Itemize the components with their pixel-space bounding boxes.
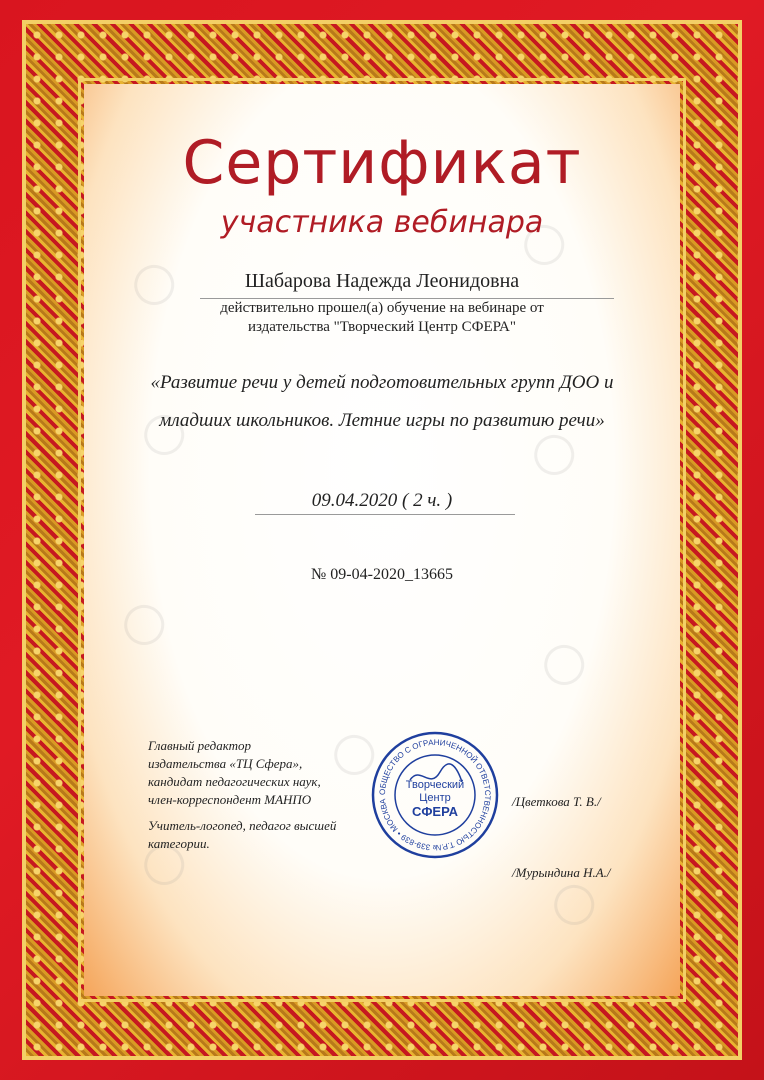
teacher-credentials xyxy=(148,817,336,853)
statement-line-1: действительно прошел(а) обучение на вебинаре от xyxy=(220,300,544,316)
teacher-line-1: Учитель-логопед, педагог высшей xyxy=(148,818,337,833)
watermark-logo xyxy=(537,636,595,692)
recipient-name: Шабарова Надежда Леонидовна xyxy=(244,270,520,292)
official-stamp xyxy=(370,730,500,860)
editor-credentials xyxy=(148,737,321,809)
editor-line-2: издательства «ТЦ Сфера», xyxy=(148,756,303,771)
certificate-subtitle: участника вебинара xyxy=(220,205,544,240)
course-title-line-2: младших школьников. Летние игры по развитию речи» xyxy=(159,410,605,431)
statement-line-2: издательства "Творческий Центр СФЕРА" xyxy=(247,319,516,335)
stamp-center-line-3: СФЕРА xyxy=(411,804,459,819)
certificate-title: Сертификат xyxy=(182,128,582,198)
watermark-logo xyxy=(547,876,605,932)
date-and-hours: 09.04.2020 ( 2 ч. ) xyxy=(311,490,453,511)
name-underline xyxy=(200,298,614,299)
date-underline xyxy=(255,514,515,515)
stamp-ring-text: ОБЩЕСТВО С ОГРАНИЧЕННОЙ ОТВЕТСТВЕННОСТЬЮ Т.Р.№ 339-839 • МОСКВА xyxy=(377,737,493,853)
watermark-logo xyxy=(527,426,585,482)
certificate-number: № 09-04-2020_13665 xyxy=(311,566,453,583)
stamp-center-line-1: Творческий xyxy=(405,779,465,791)
teacher-line-2: категории. xyxy=(148,836,210,851)
stamp-center-line-2: Центр xyxy=(419,792,451,804)
course-title-line-1: «Развитие речи у детей подготовительных групп ДОО и xyxy=(150,372,614,393)
teacher-signature: /Мурындина Н.А./ xyxy=(512,865,611,880)
editor-signature: /Цветкова Т. В./ xyxy=(512,794,601,809)
editor-line-1: Главный редактор xyxy=(148,738,251,753)
editor-line-4: член-корреспондент МАНПО xyxy=(148,792,312,807)
editor-line-3: кандидат педагогических наук, xyxy=(148,774,321,789)
watermark-logo xyxy=(117,596,175,652)
